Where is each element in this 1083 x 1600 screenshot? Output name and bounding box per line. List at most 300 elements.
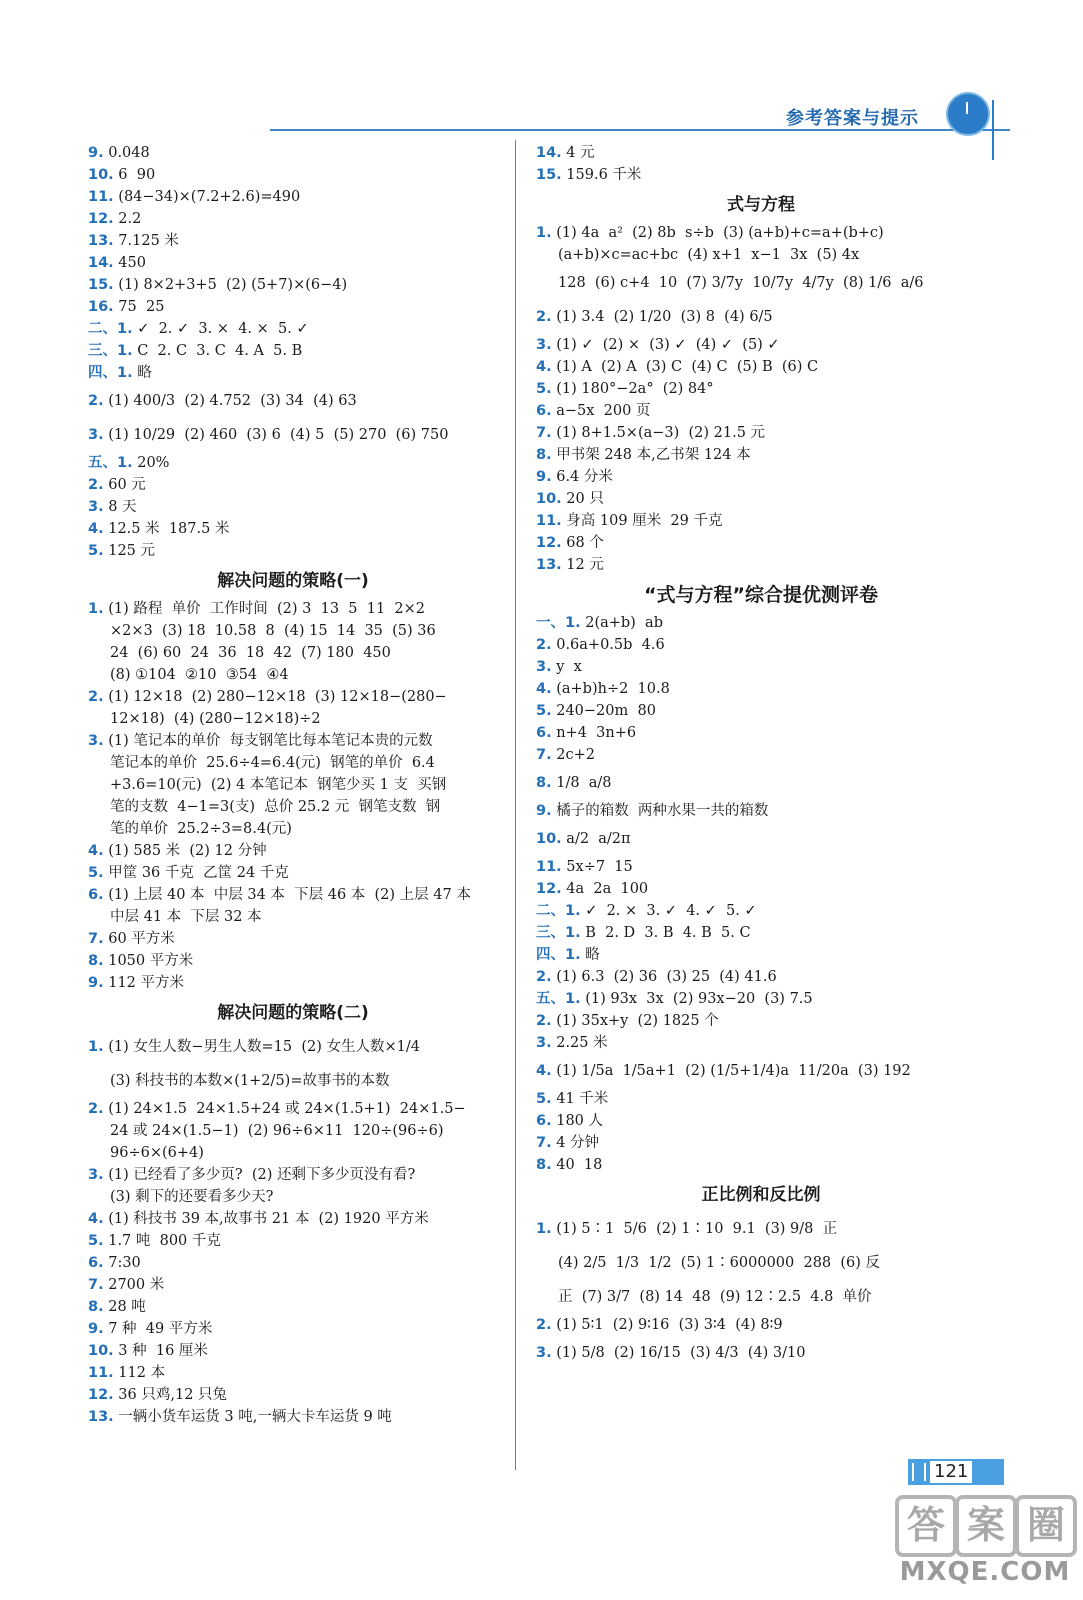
answer-text: (1) 笔记本的单价 每支钢笔比每本笔记本贵的元数 — [108, 733, 433, 749]
answer-line — [88, 906, 498, 928]
question-number: 6. — [88, 1255, 104, 1271]
question-number: 7. — [88, 1277, 104, 1293]
answer-text: ✓ 2. × 3. ✓ 4. ✓ 5. ✓ — [585, 903, 757, 919]
question-number: 3. — [536, 337, 552, 353]
answer-line — [88, 296, 498, 318]
answer-line — [536, 612, 986, 634]
answer-line — [536, 900, 986, 922]
section-title: 解决问题的策略(二) — [217, 1003, 369, 1023]
answer-text: (1) 5∶1 (2) 9∶16 (3) 3∶4 (4) 8∶9 — [556, 1317, 783, 1333]
column-divider — [515, 140, 516, 1470]
answer-text: 159.6 千米 — [566, 167, 642, 183]
answer-text: 中层 41 本 下层 32 本 — [110, 909, 262, 925]
section-marker: 五、 — [536, 991, 565, 1007]
answer-text: 112 平方米 — [108, 975, 185, 991]
answer-line — [88, 818, 498, 840]
answer-line — [88, 884, 498, 906]
question-number: 12. — [536, 535, 562, 551]
answer-text: 128 (6) c+4 10 (7) 3/7y 10/7y 4/7y (8) 1/6 a/6 — [558, 275, 924, 291]
question-number: 3. — [536, 1345, 552, 1361]
answer-line — [88, 862, 498, 884]
answer-line — [536, 1212, 986, 1246]
answer-text: 7:30 — [108, 1255, 141, 1271]
answer-line — [536, 766, 986, 800]
question-number: 8. — [88, 1299, 104, 1315]
answer-line — [88, 1230, 498, 1252]
answer-line — [536, 532, 986, 554]
answer-text: 125 元 — [108, 543, 156, 559]
answer-text: 12 元 — [566, 557, 604, 573]
question-number: 11. — [536, 513, 562, 529]
answer-line — [536, 922, 986, 944]
answer-text: 7 种 49 平方米 — [108, 1321, 213, 1337]
answer-line — [88, 230, 498, 252]
watermark-url: MXQE.COM — [899, 1557, 1071, 1587]
question-number: 10. — [536, 491, 562, 507]
question-number: 8. — [536, 1157, 552, 1173]
question-number: 13. — [536, 557, 562, 573]
question-number: 4. — [536, 1063, 552, 1079]
answer-line — [88, 1406, 498, 1428]
answer-text: 112 本 — [118, 1365, 166, 1381]
answer-text: 20% — [137, 455, 170, 471]
answer-text: (a+b)h÷2 10.8 — [556, 681, 670, 697]
answer-line — [88, 540, 498, 562]
answer-line — [88, 950, 498, 972]
section-marker: 五、 — [88, 455, 117, 471]
answer-text: 2c+2 — [556, 747, 595, 763]
answer-line — [88, 840, 498, 862]
answer-line — [88, 418, 498, 452]
answer-text: 4a 2a 100 — [566, 881, 649, 897]
question-number: 9. — [88, 145, 104, 161]
answer-line — [536, 466, 986, 488]
watermark-char: 答 — [895, 1495, 957, 1557]
answer-text: (1) 180°−2a° (2) 84° — [556, 381, 714, 397]
answer-line — [88, 598, 498, 620]
answer-text: 12×18) (4) (280−12×18)÷2 — [110, 711, 321, 727]
section-marker: 二、 — [536, 903, 565, 919]
question-number: 11. — [536, 859, 562, 875]
question-number: 7. — [536, 425, 552, 441]
question-number: 1. — [117, 321, 133, 337]
answer-text: 40 18 — [556, 1157, 603, 1173]
answer-text: 8 天 — [108, 499, 137, 515]
answer-line — [88, 730, 498, 752]
answer-line — [536, 300, 986, 334]
answer-line — [536, 400, 986, 422]
answer-line — [88, 142, 498, 164]
question-number: 1. — [565, 947, 581, 963]
answer-line — [536, 1132, 986, 1154]
answer-text: 笔记本的单价 25.6÷4=6.4(元) 钢笔的单价 6.4 — [110, 755, 435, 771]
answer-line — [536, 554, 986, 576]
answer-line — [536, 142, 986, 164]
answer-line — [536, 1280, 986, 1314]
answer-text: (1) ✓ (2) × (3) ✓ (4) ✓ (5) ✓ — [556, 337, 780, 353]
answer-line — [88, 252, 498, 274]
answer-text: (3) 剩下的还要看多少天? — [110, 1189, 274, 1205]
section-marker: 二、 — [88, 321, 117, 337]
answer-text: (1) 12×18 (2) 280−12×18 (3) 12×18−(280− — [108, 689, 447, 705]
answer-text: 96÷6×(6+4) — [110, 1145, 204, 1161]
answer-line — [88, 474, 498, 496]
answer-text: 1050 平方米 — [108, 953, 194, 969]
answer-text: (8) ①104 ②10 ③54 ④4 — [110, 667, 289, 683]
answer-text: 0.048 — [108, 145, 150, 161]
answer-text: (1) 已经看了多少页? (2) 还剩下多少页没有看? — [108, 1167, 416, 1183]
watermark — [895, 1495, 1075, 1595]
section-title: 式与方程 — [727, 195, 795, 215]
question-number: 13. — [88, 1409, 114, 1425]
answer-line — [536, 356, 986, 378]
question-number: 10. — [536, 831, 562, 847]
page-number: 121 — [930, 1461, 972, 1483]
answer-text: ✓ 2. ✓ 3. × 4. × 5. ✓ — [137, 321, 309, 337]
answer-line — [88, 518, 498, 540]
answer-text: (1) 女生人数−男生人数=15 (2) 女生人数×1/4 — [108, 1039, 420, 1055]
answer-line — [88, 164, 498, 186]
answer-line — [88, 208, 498, 230]
question-number: 1. — [565, 903, 581, 919]
answer-text: 68 个 — [566, 535, 604, 551]
section-marker: 四、 — [88, 365, 117, 381]
answer-line — [536, 378, 986, 400]
answer-text: +3.6=10(元) (2) 4 本笔记本 钢笔少买 1 支 买钢 — [110, 777, 447, 793]
section-marker: 四、 — [536, 947, 565, 963]
header-tick — [992, 100, 994, 160]
answer-text: (1) 24×1.5 24×1.5+24 或 24×(1.5+1) 24×1.5− — [108, 1101, 466, 1117]
answer-line — [88, 1030, 498, 1064]
answer-text: 20 只 — [566, 491, 604, 507]
question-number: 6. — [88, 887, 104, 903]
answer-line — [536, 1336, 986, 1370]
answer-line — [536, 244, 986, 266]
question-number: 12. — [88, 1387, 114, 1403]
answer-text: 28 吨 — [108, 1299, 146, 1315]
question-number: 1. — [117, 365, 133, 381]
answer-text: 笔的单价 25.2÷3=8.4(元) — [110, 821, 292, 837]
answer-line — [536, 488, 986, 510]
answer-text: 2.2 — [118, 211, 142, 227]
answer-text: 5x÷7 15 — [566, 859, 633, 875]
answer-line — [536, 700, 986, 722]
answer-line — [88, 340, 498, 362]
clock-icon — [946, 92, 990, 136]
answer-text: y x — [556, 659, 582, 675]
answer-text: 12.5 米 187.5 米 — [108, 521, 230, 537]
answer-line — [88, 186, 498, 208]
question-number: 3. — [536, 1035, 552, 1051]
answer-text: a/2 a/2π — [566, 831, 631, 847]
answer-line — [536, 1088, 986, 1110]
question-number: 11. — [88, 189, 114, 205]
answer-text: 身高 109 厘米 29 千克 — [566, 513, 723, 529]
section-marker: 一、 — [536, 615, 565, 631]
answer-line — [536, 1032, 986, 1054]
answer-text: 橘子的箱数 两种水果一共的箱数 — [556, 803, 769, 819]
question-number: 1. — [565, 925, 581, 941]
answer-text: (1) 上层 40 本 中层 34 本 下层 46 本 (2) 上层 47 本 — [108, 887, 471, 903]
answer-text: 6.4 分米 — [556, 469, 613, 485]
answer-line — [88, 1340, 498, 1362]
answer-line — [536, 1314, 986, 1336]
answer-text: (1) A (2) A (3) C (4) C (5) B (6) C — [556, 359, 819, 375]
answer-text: 60 平方米 — [108, 931, 175, 947]
answer-line — [536, 1110, 986, 1132]
question-number: 2. — [88, 1101, 104, 1117]
answer-line — [88, 1318, 498, 1340]
answer-line — [536, 266, 986, 300]
question-number: 9. — [88, 1321, 104, 1337]
right-column — [536, 142, 986, 1370]
question-number: 2. — [536, 309, 552, 325]
left-column — [88, 142, 498, 1428]
answer-text: 180 人 — [556, 1113, 604, 1129]
answer-text: 1/8 a/8 — [556, 775, 612, 791]
answer-text: 略 — [585, 947, 600, 963]
answer-text: (1) 1/5a 1/5a+1 (2) (1/5+1/4)a 11/20a (3) 192 — [556, 1063, 911, 1079]
question-number: 10. — [88, 167, 114, 183]
answer-line — [88, 318, 498, 340]
answer-text: (1) 3.4 (2) 1/20 (3) 8 (4) 6/5 — [556, 309, 773, 325]
question-number: 11. — [88, 1365, 114, 1381]
answer-text: (1) 4a a² (2) 8b s÷b (3) (a+b)+c=a+(b+c) — [556, 225, 884, 241]
question-number: 1. — [88, 601, 104, 617]
section-title: “式与方程”综合提优测评卷 — [644, 584, 878, 606]
answer-line — [536, 856, 986, 878]
answer-line — [536, 656, 986, 678]
question-number: 2. — [536, 969, 552, 985]
answer-line — [88, 274, 498, 296]
question-number: 9. — [536, 803, 552, 819]
answer-text: 2.25 米 — [556, 1035, 608, 1051]
answer-text: (1) 科技书 39 本,故事书 21 本 (2) 1920 平方米 — [108, 1211, 429, 1227]
question-number: 14. — [536, 145, 562, 161]
answer-text: (1) 5∶1 5/6 (2) 1∶10 9.1 (3) 9/8 正 — [556, 1221, 838, 1237]
question-number: 15. — [536, 167, 562, 183]
header-title: 参考答案与提示 — [786, 108, 919, 129]
answer-line — [88, 496, 498, 518]
answer-line — [536, 800, 986, 822]
answer-text: (1) 400/3 (2) 4.752 (3) 34 (4) 63 — [108, 393, 357, 409]
question-number: 1. — [117, 455, 133, 471]
answer-line — [536, 634, 986, 656]
question-number: 14. — [88, 255, 114, 271]
answer-text: n+4 3n+6 — [556, 725, 637, 741]
answer-line — [88, 1120, 498, 1142]
answer-line — [88, 664, 498, 686]
question-number: 2. — [88, 689, 104, 705]
answer-line — [88, 384, 498, 418]
answer-line — [88, 1186, 498, 1208]
question-number: 4. — [88, 843, 104, 859]
answer-line — [88, 1098, 498, 1120]
answer-text: 甲书架 248 本,乙书架 124 本 — [556, 447, 751, 463]
question-number: 1. — [536, 1221, 552, 1237]
answer-line — [88, 972, 498, 994]
question-number: 9. — [88, 975, 104, 991]
section-marker: 三、 — [536, 925, 565, 941]
answer-text: 甲筐 36 千克 乙筐 24 千克 — [108, 865, 289, 881]
answer-line — [536, 878, 986, 900]
answer-line — [88, 620, 498, 642]
answer-text: 2(a+b) ab — [585, 615, 663, 631]
answer-line — [88, 1274, 498, 1296]
question-number: 7. — [536, 747, 552, 763]
question-number: 1. — [536, 225, 552, 241]
answer-line — [88, 1064, 498, 1098]
question-number: 2. — [88, 393, 104, 409]
question-number: 4. — [88, 1211, 104, 1227]
answer-text: (1) 35x+y (2) 1825 个 — [556, 1013, 719, 1029]
question-number: 1. — [117, 343, 133, 359]
answer-line — [536, 1246, 986, 1280]
answer-text: (1) 5/8 (2) 16/15 (3) 4/3 (4) 3/10 — [556, 1345, 806, 1361]
question-number: 13. — [88, 233, 114, 249]
answer-text: 24 (6) 60 24 36 18 42 (7) 180 450 — [110, 645, 391, 661]
answer-line — [88, 642, 498, 664]
question-number: 3. — [88, 1167, 104, 1183]
answer-line — [536, 988, 986, 1010]
answer-text: (1) 10/29 (2) 460 (3) 6 (4) 5 (5) 270 (6) 750 — [108, 427, 449, 443]
answer-line — [536, 944, 986, 966]
question-number: 2. — [88, 477, 104, 493]
answer-line — [536, 1154, 986, 1176]
question-number: 4. — [536, 681, 552, 697]
answer-line — [536, 334, 986, 356]
answer-line — [88, 1164, 498, 1186]
question-number: 1. — [565, 991, 581, 1007]
answer-text: 4 分钟 — [556, 1135, 600, 1151]
answer-text: 450 — [118, 255, 146, 271]
question-number: 8. — [88, 953, 104, 969]
answer-line — [88, 1296, 498, 1318]
question-number: 6. — [536, 1113, 552, 1129]
answer-line — [536, 744, 986, 766]
answer-text: 笔的支数 4−1=3(支) 总价 25.2 元 钢笔支数 钢 — [110, 799, 441, 815]
answer-text: 75 25 — [118, 299, 165, 315]
answer-line — [88, 1252, 498, 1274]
question-number: 2. — [536, 637, 552, 653]
page-header — [0, 0, 1083, 160]
answer-text: (1) 6.3 (2) 36 (3) 25 (4) 41.6 — [556, 969, 777, 985]
answer-text: 0.6a+0.5b 4.6 — [556, 637, 665, 653]
answer-line — [88, 362, 498, 384]
question-number: 3. — [536, 659, 552, 675]
question-number: 6. — [536, 725, 552, 741]
question-number: 5. — [88, 1233, 104, 1249]
answer-text: 1.7 吨 800 千克 — [108, 1233, 221, 1249]
answer-text: ×2×3 (3) 18 10.58 8 (4) 15 14 35 (5) 36 — [110, 623, 436, 639]
question-number: 4. — [88, 521, 104, 537]
page-number-badge — [908, 1459, 1004, 1485]
question-number: 15. — [88, 277, 114, 293]
answer-line — [88, 1384, 498, 1406]
answer-line — [88, 752, 498, 774]
answer-text: (1) 93x 3x (2) 93x−20 (3) 7.5 — [585, 991, 813, 1007]
answer-line — [536, 222, 986, 244]
question-number: 5. — [88, 865, 104, 881]
question-number: 1. — [565, 615, 581, 631]
answer-line — [536, 164, 986, 186]
question-number: 3. — [88, 427, 104, 443]
answer-text: C 2. C 3. C 4. A 5. B — [137, 343, 303, 359]
question-number: 4. — [536, 359, 552, 375]
answer-line — [88, 1208, 498, 1230]
answer-text: (84−34)×(7.2+2.6)=490 — [118, 189, 301, 205]
answer-text: 41 千米 — [556, 1091, 609, 1107]
answer-text: 240−20m 80 — [556, 703, 656, 719]
answer-text: (1) 8×2+3+5 (2) (5+7)×(6−4) — [118, 277, 348, 293]
answer-line — [536, 966, 986, 988]
answer-text: 6 90 — [118, 167, 156, 183]
answer-text: (1) 8+1.5×(a−3) (2) 21.5 元 — [556, 425, 766, 441]
question-number: 9. — [536, 469, 552, 485]
question-number: 3. — [88, 733, 104, 749]
question-number: 8. — [536, 775, 552, 791]
question-number: 3. — [88, 499, 104, 515]
question-number: 7. — [536, 1135, 552, 1151]
answer-text: 4 元 — [566, 145, 595, 161]
answer-text: 60 元 — [108, 477, 146, 493]
question-number: 5. — [536, 381, 552, 397]
answer-text: 略 — [137, 365, 152, 381]
answer-text: a−5x 200 页 — [556, 403, 651, 419]
answer-text: 正 (7) 3/7 (8) 14 48 (9) 12∶2.5 4.8 单价 — [558, 1289, 872, 1305]
question-number: 8. — [536, 447, 552, 463]
answer-line — [536, 722, 986, 744]
page-badge-bars — [912, 1463, 926, 1481]
answer-line — [536, 1010, 986, 1032]
section-marker: 三、 — [88, 343, 117, 359]
question-number: 5. — [536, 703, 552, 719]
answer-line — [88, 796, 498, 818]
answer-text: 36 只鸡,12 只兔 — [118, 1387, 228, 1403]
answer-text: (3) 科技书的本数×(1+2/5)=故事书的本数 — [110, 1073, 390, 1089]
answer-line — [536, 422, 986, 444]
answer-text: (4) 2/5 1/3 1/2 (5) 1∶6000000 288 (6) 反 — [558, 1255, 881, 1271]
answer-line — [88, 928, 498, 950]
answer-text: 7.125 米 — [118, 233, 179, 249]
question-number: 1. — [88, 1039, 104, 1055]
answer-line — [536, 1054, 986, 1088]
watermark-char: 案 — [955, 1495, 1017, 1557]
answer-line — [536, 678, 986, 700]
question-number: 10. — [88, 1343, 114, 1359]
answer-line — [88, 452, 498, 474]
answer-line — [88, 1362, 498, 1384]
question-number: 6. — [536, 403, 552, 419]
question-number: 5. — [88, 543, 104, 559]
section-title: 正比例和反比例 — [701, 1185, 821, 1205]
answer-text: 24 或 24×(1.5−1) (2) 96÷6×11 120÷(96÷6) — [110, 1123, 444, 1139]
answer-line — [536, 822, 986, 856]
question-number: 7. — [88, 931, 104, 947]
watermark-char: 圈 — [1015, 1495, 1077, 1557]
answer-line — [88, 686, 498, 708]
answer-line — [536, 510, 986, 532]
section-title: 解决问题的策略(一) — [217, 571, 369, 591]
answer-text: B 2. D 3. B 4. B 5. C — [585, 925, 751, 941]
answer-text: 3 种 16 厘米 — [118, 1343, 208, 1359]
answer-text: 一辆小货车运货 3 吨,一辆大卡车运货 9 吨 — [118, 1409, 392, 1425]
answer-line — [88, 1142, 498, 1164]
question-number: 16. — [88, 299, 114, 315]
answer-text: (1) 路程 单价 工作时间 (2) 3 13 5 11 2×2 — [108, 601, 425, 617]
answer-text: (a+b)×c=ac+bc (4) x+1 x−1 3x (5) 4x — [558, 247, 860, 263]
question-number: 2. — [536, 1013, 552, 1029]
